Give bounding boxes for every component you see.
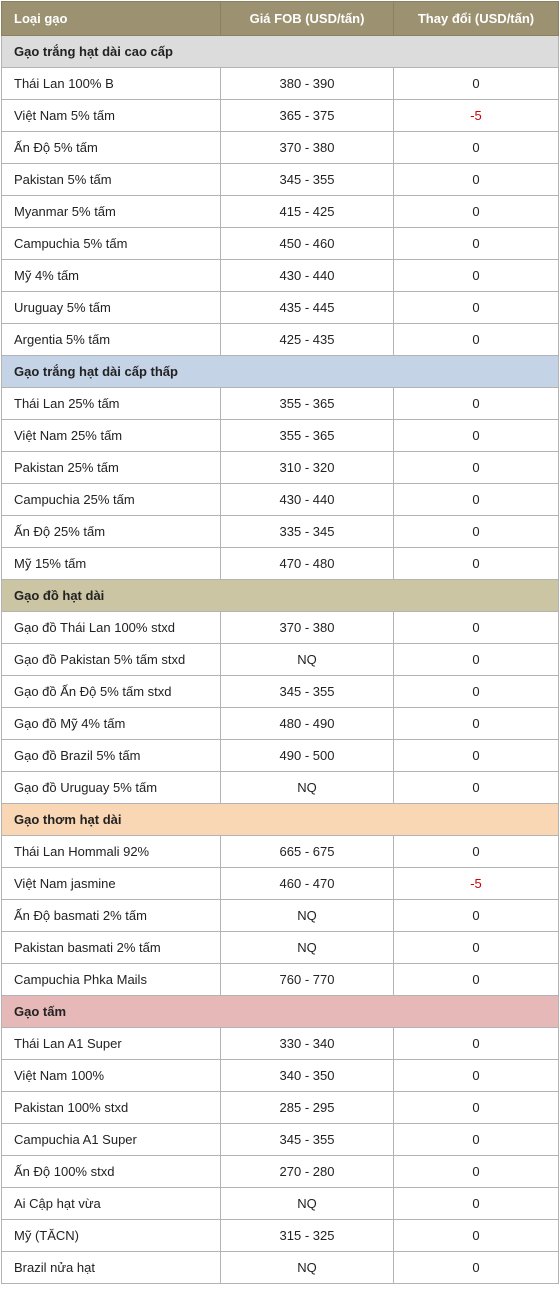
fob-price-cell: 665 - 675 xyxy=(221,836,394,868)
section-title: Gạo trắng hạt dài cao cấp xyxy=(2,36,559,68)
price-change-cell: 0 xyxy=(394,1124,559,1156)
price-change-cell: 0 xyxy=(394,196,559,228)
price-change-cell: 0 xyxy=(394,548,559,580)
rice-name-cell: Campuchia 5% tấm xyxy=(2,228,221,260)
table-row xyxy=(2,612,559,644)
header-fob-price: Giá FOB (USD/tấn) xyxy=(221,2,394,36)
section-header-row xyxy=(2,804,559,836)
fob-price-cell: 330 - 340 xyxy=(221,1028,394,1060)
price-change-cell: 0 xyxy=(394,1220,559,1252)
section-title: Gạo đồ hạt dài xyxy=(2,580,559,612)
rice-name-cell: Việt Nam 100% xyxy=(2,1060,221,1092)
fob-price-cell: 760 - 770 xyxy=(221,964,394,996)
rice-name-cell: Gạo đồ Brazil 5% tấm xyxy=(2,740,221,772)
rice-name-cell: Ấn Độ 100% stxd xyxy=(2,1156,221,1188)
fob-price-cell: 345 - 355 xyxy=(221,1124,394,1156)
fob-price-cell: 370 - 380 xyxy=(221,132,394,164)
table-row xyxy=(2,1252,559,1284)
rice-name-cell: Ấn Độ 5% tấm xyxy=(2,132,221,164)
price-change-cell: -5 xyxy=(394,868,559,900)
fob-price-cell: 355 - 365 xyxy=(221,420,394,452)
fob-price-cell: 490 - 500 xyxy=(221,740,394,772)
table-header-row xyxy=(2,2,559,36)
price-change-cell: 0 xyxy=(394,1188,559,1220)
rice-name-cell: Việt Nam 5% tấm xyxy=(2,100,221,132)
rice-name-cell: Thái Lan 25% tấm xyxy=(2,388,221,420)
rice-name-cell: Mỹ (TĂCN) xyxy=(2,1220,221,1252)
rice-name-cell: Gạo đồ Pakistan 5% tấm stxd xyxy=(2,644,221,676)
rice-name-cell: Pakistan basmati 2% tấm xyxy=(2,932,221,964)
table-row xyxy=(2,1124,559,1156)
table-row xyxy=(2,708,559,740)
fob-price-cell: 380 - 390 xyxy=(221,68,394,100)
table-row xyxy=(2,868,559,900)
fob-price-cell: NQ xyxy=(221,1252,394,1284)
price-change-cell: 0 xyxy=(394,164,559,196)
table-row xyxy=(2,836,559,868)
section-header-row xyxy=(2,996,559,1028)
section-header-row xyxy=(2,36,559,68)
fob-price-cell: NQ xyxy=(221,900,394,932)
price-change-cell: 0 xyxy=(394,964,559,996)
rice-name-cell: Việt Nam 25% tấm xyxy=(2,420,221,452)
price-change-cell: 0 xyxy=(394,1060,559,1092)
fob-price-cell: 340 - 350 xyxy=(221,1060,394,1092)
section-title: Gạo thơm hạt dài xyxy=(2,804,559,836)
price-change-cell: 0 xyxy=(394,1092,559,1124)
fob-price-cell: 285 - 295 xyxy=(221,1092,394,1124)
header-change: Thay đổi (USD/tấn) xyxy=(394,2,559,36)
price-change-cell: 0 xyxy=(394,132,559,164)
price-change-cell: 0 xyxy=(394,932,559,964)
fob-price-cell: 470 - 480 xyxy=(221,548,394,580)
rice-name-cell: Campuchia 25% tấm xyxy=(2,484,221,516)
price-change-cell: 0 xyxy=(394,68,559,100)
table-row xyxy=(2,1188,559,1220)
section-header-row xyxy=(2,356,559,388)
table-row xyxy=(2,196,559,228)
fob-price-cell: 315 - 325 xyxy=(221,1220,394,1252)
fob-price-cell: 335 - 345 xyxy=(221,516,394,548)
rice-name-cell: Ấn Độ basmati 2% tấm xyxy=(2,900,221,932)
fob-price-cell: 370 - 380 xyxy=(221,612,394,644)
rice-name-cell: Ai Cập hạt vừa xyxy=(2,1188,221,1220)
rice-name-cell: Ấn Độ 25% tấm xyxy=(2,516,221,548)
table-row xyxy=(2,676,559,708)
fob-price-cell: 310 - 320 xyxy=(221,452,394,484)
fob-price-cell: 430 - 440 xyxy=(221,260,394,292)
rice-name-cell: Myanmar 5% tấm xyxy=(2,196,221,228)
fob-price-cell: 270 - 280 xyxy=(221,1156,394,1188)
fob-price-cell: NQ xyxy=(221,772,394,804)
price-change-cell: 0 xyxy=(394,388,559,420)
price-change-cell: 0 xyxy=(394,612,559,644)
price-change-cell: 0 xyxy=(394,1156,559,1188)
price-change-cell: 0 xyxy=(394,836,559,868)
rice-name-cell: Argentia 5% tấm xyxy=(2,324,221,356)
table-row xyxy=(2,452,559,484)
rice-name-cell: Thái Lan 100% B xyxy=(2,68,221,100)
fob-price-cell: NQ xyxy=(221,1188,394,1220)
price-change-cell: 0 xyxy=(394,324,559,356)
table-row xyxy=(2,292,559,324)
price-change-cell: 0 xyxy=(394,516,559,548)
price-change-cell: 0 xyxy=(394,228,559,260)
table-row xyxy=(2,228,559,260)
rice-name-cell: Gạo đồ Ấn Độ 5% tấm stxd xyxy=(2,676,221,708)
fob-price-cell: NQ xyxy=(221,644,394,676)
rice-price-table-container xyxy=(1,1,558,1284)
rice-name-cell: Campuchia Phka Mails xyxy=(2,964,221,996)
table-row xyxy=(2,260,559,292)
price-change-cell: 0 xyxy=(394,292,559,324)
rice-name-cell: Campuchia A1 Super xyxy=(2,1124,221,1156)
fob-price-cell: 430 - 440 xyxy=(221,484,394,516)
price-change-cell: 0 xyxy=(394,772,559,804)
table-row xyxy=(2,900,559,932)
price-change-cell: 0 xyxy=(394,644,559,676)
price-change-cell: 0 xyxy=(394,260,559,292)
price-change-cell: 0 xyxy=(394,452,559,484)
table-row xyxy=(2,1060,559,1092)
table-row xyxy=(2,1028,559,1060)
price-change-cell: 0 xyxy=(394,420,559,452)
fob-price-cell: 425 - 435 xyxy=(221,324,394,356)
table-row xyxy=(2,1156,559,1188)
price-change-cell: -5 xyxy=(394,100,559,132)
rice-name-cell: Mỹ 4% tấm xyxy=(2,260,221,292)
rice-name-cell: Thái Lan Hommali 92% xyxy=(2,836,221,868)
rice-name-cell: Uruguay 5% tấm xyxy=(2,292,221,324)
header-rice-type: Loại gạo xyxy=(2,2,221,36)
table-body xyxy=(2,36,559,1284)
fob-price-cell: 415 - 425 xyxy=(221,196,394,228)
rice-name-cell: Pakistan 100% stxd xyxy=(2,1092,221,1124)
table-row xyxy=(2,132,559,164)
price-change-cell: 0 xyxy=(394,900,559,932)
table-row xyxy=(2,164,559,196)
fob-price-cell: 435 - 445 xyxy=(221,292,394,324)
rice-name-cell: Gạo đồ Mỹ 4% tấm xyxy=(2,708,221,740)
table-row xyxy=(2,324,559,356)
table-row xyxy=(2,932,559,964)
rice-name-cell: Gạo đồ Thái Lan 100% stxd xyxy=(2,612,221,644)
rice-price-table xyxy=(1,1,559,1284)
price-change-cell: 0 xyxy=(394,1252,559,1284)
price-change-cell: 0 xyxy=(394,708,559,740)
table-row xyxy=(2,388,559,420)
table-row xyxy=(2,1220,559,1252)
rice-name-cell: Mỹ 15% tấm xyxy=(2,548,221,580)
table-row xyxy=(2,1092,559,1124)
rice-name-cell: Brazil nửa hạt xyxy=(2,1252,221,1284)
table-row xyxy=(2,644,559,676)
price-change-cell: 0 xyxy=(394,484,559,516)
rice-name-cell: Pakistan 25% tấm xyxy=(2,452,221,484)
section-title: Gạo tấm xyxy=(2,996,559,1028)
table-row xyxy=(2,100,559,132)
table-row xyxy=(2,484,559,516)
table-row xyxy=(2,548,559,580)
section-title: Gạo trắng hạt dài cấp thấp xyxy=(2,356,559,388)
fob-price-cell: 460 - 470 xyxy=(221,868,394,900)
price-change-cell: 0 xyxy=(394,740,559,772)
fob-price-cell: NQ xyxy=(221,932,394,964)
fob-price-cell: 345 - 355 xyxy=(221,676,394,708)
rice-name-cell: Gạo đồ Uruguay 5% tấm xyxy=(2,772,221,804)
table-row xyxy=(2,964,559,996)
rice-name-cell: Pakistan 5% tấm xyxy=(2,164,221,196)
table-row xyxy=(2,516,559,548)
rice-name-cell: Thái Lan A1 Super xyxy=(2,1028,221,1060)
fob-price-cell: 480 - 490 xyxy=(221,708,394,740)
table-row xyxy=(2,420,559,452)
rice-name-cell: Việt Nam jasmine xyxy=(2,868,221,900)
price-change-cell: 0 xyxy=(394,1028,559,1060)
price-change-cell: 0 xyxy=(394,676,559,708)
table-row xyxy=(2,740,559,772)
fob-price-cell: 355 - 365 xyxy=(221,388,394,420)
table-row xyxy=(2,68,559,100)
section-header-row xyxy=(2,580,559,612)
fob-price-cell: 450 - 460 xyxy=(221,228,394,260)
table-row xyxy=(2,772,559,804)
fob-price-cell: 365 - 375 xyxy=(221,100,394,132)
fob-price-cell: 345 - 355 xyxy=(221,164,394,196)
